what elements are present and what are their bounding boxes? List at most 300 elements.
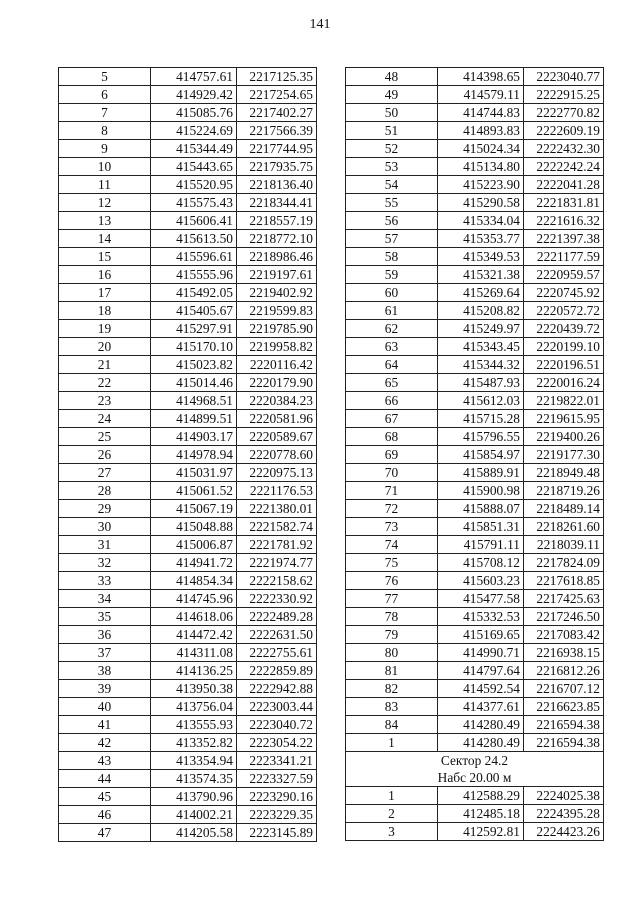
coordinate-y: 2220959.57 [524, 266, 604, 284]
coordinate-x: 413555.93 [151, 716, 237, 734]
table-row [59, 212, 317, 230]
table-row [346, 464, 604, 482]
point-number: 72 [346, 500, 438, 518]
coordinate-x: 415223.90 [438, 176, 524, 194]
table-row [346, 230, 604, 248]
coordinate-x: 415170.10 [151, 338, 237, 356]
coordinate-y: 2222915.25 [524, 86, 604, 104]
coordinate-x: 415487.93 [438, 374, 524, 392]
coordinate-y: 2218136.40 [237, 176, 317, 194]
table-row [59, 464, 317, 482]
table-row [59, 608, 317, 626]
coordinate-y: 2218344.41 [237, 194, 317, 212]
coordinate-x: 415791.11 [438, 536, 524, 554]
coordinate-x: 415596.61 [151, 248, 237, 266]
point-number: 40 [59, 698, 151, 716]
coordinate-x: 415344.49 [151, 140, 237, 158]
table-row [346, 572, 604, 590]
coordinate-y: 2222770.82 [524, 104, 604, 122]
point-number: 43 [59, 752, 151, 770]
coordinate-y: 2224395.28 [524, 805, 604, 823]
point-number: 71 [346, 482, 438, 500]
coordinate-y: 2221974.77 [237, 554, 317, 572]
table-row [346, 338, 604, 356]
coordinate-x: 414377.61 [438, 698, 524, 716]
table-row [346, 212, 604, 230]
coordinate-y: 2222432.30 [524, 140, 604, 158]
point-number: 84 [346, 716, 438, 734]
point-number: 21 [59, 356, 151, 374]
sector-height-row [346, 769, 604, 787]
coordinate-x: 415796.55 [438, 428, 524, 446]
coordinate-x: 414280.49 [438, 716, 524, 734]
table-row [59, 140, 317, 158]
coordinate-y: 2218039.11 [524, 536, 604, 554]
table-row [59, 338, 317, 356]
table-row [59, 806, 317, 824]
point-number: 32 [59, 554, 151, 572]
point-number: 25 [59, 428, 151, 446]
table-row [346, 410, 604, 428]
coordinate-x: 414579.11 [438, 86, 524, 104]
coordinate-x: 415321.38 [438, 266, 524, 284]
point-number: 33 [59, 572, 151, 590]
coordinate-x: 415048.88 [151, 518, 237, 536]
point-number: 11 [59, 176, 151, 194]
point-number: 78 [346, 608, 438, 626]
point-number: 10 [59, 158, 151, 176]
coordinate-x: 415613.50 [151, 230, 237, 248]
table-row [59, 284, 317, 302]
table-row [59, 446, 317, 464]
point-number: 54 [346, 176, 438, 194]
coordinate-x: 415851.31 [438, 518, 524, 536]
point-number: 3 [346, 823, 438, 841]
coordinate-y: 2218489.14 [524, 500, 604, 518]
point-number: 65 [346, 374, 438, 392]
table-row [59, 176, 317, 194]
table-row [346, 716, 604, 734]
point-number: 56 [346, 212, 438, 230]
table-row [59, 536, 317, 554]
table-row [59, 770, 317, 788]
coordinate-y: 2219785.90 [237, 320, 317, 338]
coordinate-y: 2221397.38 [524, 230, 604, 248]
point-number: 47 [59, 824, 151, 842]
table-row [59, 824, 317, 842]
coordinate-x: 415349.53 [438, 248, 524, 266]
table-row [59, 500, 317, 518]
table-row [59, 248, 317, 266]
coordinate-x: 414472.42 [151, 626, 237, 644]
point-number: 5 [59, 68, 151, 86]
table-row [59, 734, 317, 752]
table-row [59, 716, 317, 734]
coordinate-y: 2222942.88 [237, 680, 317, 698]
table-row [59, 590, 317, 608]
coordinate-y: 2221781.92 [237, 536, 317, 554]
coordinate-x: 415443.65 [151, 158, 237, 176]
coordinate-y: 2216594.38 [524, 716, 604, 734]
coordinate-x: 415024.34 [438, 140, 524, 158]
coordinate-y: 2216938.15 [524, 644, 604, 662]
table-row [59, 626, 317, 644]
table-row [59, 68, 317, 86]
point-number: 24 [59, 410, 151, 428]
coordinate-x: 415334.04 [438, 212, 524, 230]
coordinate-y: 2217566.39 [237, 122, 317, 140]
coordinate-y: 2223040.72 [237, 716, 317, 734]
coordinate-y: 2223327.59 [237, 770, 317, 788]
coordinate-y: 2218772.10 [237, 230, 317, 248]
table-row [59, 374, 317, 392]
coordinate-x: 413352.82 [151, 734, 237, 752]
table-row [59, 572, 317, 590]
coordinate-y: 2224025.38 [524, 787, 604, 805]
table-row [59, 392, 317, 410]
point-number: 73 [346, 518, 438, 536]
coordinate-y: 2220016.24 [524, 374, 604, 392]
point-number: 46 [59, 806, 151, 824]
point-number: 67 [346, 410, 438, 428]
point-number: 45 [59, 788, 151, 806]
point-number: 53 [346, 158, 438, 176]
table-row [346, 392, 604, 410]
table-row [59, 104, 317, 122]
table-row [346, 680, 604, 698]
coordinate-y: 2220179.90 [237, 374, 317, 392]
table-row [59, 158, 317, 176]
table-row [346, 104, 604, 122]
coordinate-x: 415477.58 [438, 590, 524, 608]
table-row [59, 194, 317, 212]
coordinate-x: 415224.69 [151, 122, 237, 140]
coordinate-y: 2217744.95 [237, 140, 317, 158]
point-number: 1 [346, 734, 438, 752]
coordinate-x: 414205.58 [151, 824, 237, 842]
table-row [59, 266, 317, 284]
coordinate-x: 412588.29 [438, 787, 524, 805]
point-number: 26 [59, 446, 151, 464]
point-number: 77 [346, 590, 438, 608]
coordinate-x: 415208.82 [438, 302, 524, 320]
coordinate-y: 2222609.19 [524, 122, 604, 140]
coordinate-y: 2222631.50 [237, 626, 317, 644]
coordinate-x: 414899.51 [151, 410, 237, 428]
coordinate-y: 2223040.77 [524, 68, 604, 86]
coordinate-x: 415900.98 [438, 482, 524, 500]
point-number: 17 [59, 284, 151, 302]
point-number: 61 [346, 302, 438, 320]
table-row [346, 266, 604, 284]
table-row [346, 248, 604, 266]
point-number: 62 [346, 320, 438, 338]
table-row [346, 554, 604, 572]
point-number: 15 [59, 248, 151, 266]
coordinate-x: 414929.42 [151, 86, 237, 104]
table-row [346, 823, 604, 841]
point-number: 23 [59, 392, 151, 410]
point-number: 14 [59, 230, 151, 248]
table-row [59, 302, 317, 320]
coordinate-x: 414002.21 [151, 806, 237, 824]
point-number: 60 [346, 284, 438, 302]
table-row [346, 734, 604, 752]
coordinate-y: 2221380.01 [237, 500, 317, 518]
point-number: 50 [346, 104, 438, 122]
point-number: 20 [59, 338, 151, 356]
coordinate-x: 415031.97 [151, 464, 237, 482]
table-row [346, 787, 604, 805]
point-number: 42 [59, 734, 151, 752]
coordinate-y: 2221177.59 [524, 248, 604, 266]
coordinate-x: 414618.06 [151, 608, 237, 626]
point-number: 44 [59, 770, 151, 788]
coordinate-x: 415249.97 [438, 320, 524, 338]
point-number: 30 [59, 518, 151, 536]
coordinate-x: 414990.71 [438, 644, 524, 662]
coordinate-y: 2216812.26 [524, 662, 604, 680]
point-number: 64 [346, 356, 438, 374]
coordinate-y: 2220581.96 [237, 410, 317, 428]
coordinate-y: 2223145.89 [237, 824, 317, 842]
point-number: 38 [59, 662, 151, 680]
table-row [346, 284, 604, 302]
coordinate-x: 415269.64 [438, 284, 524, 302]
point-number: 75 [346, 554, 438, 572]
point-number: 82 [346, 680, 438, 698]
coordinate-x: 415006.87 [151, 536, 237, 554]
coordinate-x: 414311.08 [151, 644, 237, 662]
table-row [346, 446, 604, 464]
coordinate-x: 414854.34 [151, 572, 237, 590]
table-row [59, 644, 317, 662]
table-row [346, 590, 604, 608]
point-number: 9 [59, 140, 151, 158]
coordinate-y: 2222859.89 [237, 662, 317, 680]
table-row [346, 176, 604, 194]
coordinate-y: 2220196.51 [524, 356, 604, 374]
coordinate-x: 415492.05 [151, 284, 237, 302]
point-number: 6 [59, 86, 151, 104]
coordinate-x: 415555.96 [151, 266, 237, 284]
point-number: 80 [346, 644, 438, 662]
point-number: 37 [59, 644, 151, 662]
coordinate-x: 415085.76 [151, 104, 237, 122]
point-number: 29 [59, 500, 151, 518]
table-row [346, 500, 604, 518]
coordinate-y: 2220439.72 [524, 320, 604, 338]
table-row [346, 608, 604, 626]
coordinate-y: 2217254.65 [237, 86, 317, 104]
coordinate-y: 2224423.26 [524, 823, 604, 841]
coordinate-y: 2221582.74 [237, 518, 317, 536]
coordinate-y: 2218949.48 [524, 464, 604, 482]
coordinate-x: 415603.23 [438, 572, 524, 590]
coordinate-y: 2220384.23 [237, 392, 317, 410]
coordinate-x: 415169.65 [438, 626, 524, 644]
coordinate-y: 2219958.82 [237, 338, 317, 356]
table-row [346, 805, 604, 823]
coordinate-x: 414398.65 [438, 68, 524, 86]
point-number: 18 [59, 302, 151, 320]
coordinate-y: 2223003.44 [237, 698, 317, 716]
coordinate-y: 2219177.30 [524, 446, 604, 464]
coordinate-y: 2222330.92 [237, 590, 317, 608]
point-number: 70 [346, 464, 438, 482]
coordinate-y: 2219615.95 [524, 410, 604, 428]
coordinate-x: 415888.07 [438, 500, 524, 518]
point-number: 39 [59, 680, 151, 698]
point-number: 68 [346, 428, 438, 446]
point-number: 52 [346, 140, 438, 158]
point-number: 8 [59, 122, 151, 140]
coordinate-y: 2218719.26 [524, 482, 604, 500]
coordinate-y: 2219599.83 [237, 302, 317, 320]
coordinate-y: 2217083.42 [524, 626, 604, 644]
point-number: 7 [59, 104, 151, 122]
coordinate-y: 2216594.38 [524, 734, 604, 752]
table-row [346, 86, 604, 104]
point-number: 16 [59, 266, 151, 284]
coordinate-x: 413950.38 [151, 680, 237, 698]
coordinate-x: 414744.83 [438, 104, 524, 122]
table-row [346, 374, 604, 392]
coordinate-x: 415134.80 [438, 158, 524, 176]
table-row [346, 698, 604, 716]
point-number: 22 [59, 374, 151, 392]
table-row [346, 122, 604, 140]
point-number: 74 [346, 536, 438, 554]
coordinate-y: 2216707.12 [524, 680, 604, 698]
point-number: 58 [346, 248, 438, 266]
point-number: 55 [346, 194, 438, 212]
sector-title-row [346, 752, 604, 770]
coordinate-y: 2223229.35 [237, 806, 317, 824]
table-row [346, 68, 604, 86]
coordinate-x: 415290.58 [438, 194, 524, 212]
table-row [59, 356, 317, 374]
coordinate-x: 413574.35 [151, 770, 237, 788]
table-row [346, 302, 604, 320]
table-row [59, 662, 317, 680]
coordinate-y: 2220589.67 [237, 428, 317, 446]
coordinate-y: 2217125.35 [237, 68, 317, 86]
point-number: 69 [346, 446, 438, 464]
point-number: 51 [346, 122, 438, 140]
point-number: 63 [346, 338, 438, 356]
point-number: 2 [346, 805, 438, 823]
point-number: 19 [59, 320, 151, 338]
table-row [59, 230, 317, 248]
coordinate-x: 412485.18 [438, 805, 524, 823]
coordinate-y: 2220116.42 [237, 356, 317, 374]
coordinates-table-right [345, 67, 604, 841]
sector-title: Сектор 24.2 [346, 752, 604, 770]
coordinate-y: 2221616.32 [524, 212, 604, 230]
point-number: 31 [59, 536, 151, 554]
table-row [346, 158, 604, 176]
point-number: 27 [59, 464, 151, 482]
coordinate-x: 414968.51 [151, 392, 237, 410]
coordinate-x: 414757.61 [151, 68, 237, 86]
point-number: 79 [346, 626, 438, 644]
coordinate-x: 414136.25 [151, 662, 237, 680]
coordinate-y: 2217246.50 [524, 608, 604, 626]
table-row [59, 788, 317, 806]
coordinate-x: 415344.32 [438, 356, 524, 374]
table-row [346, 194, 604, 212]
table-row [346, 662, 604, 680]
coordinate-y: 2219402.92 [237, 284, 317, 302]
table-row [346, 428, 604, 446]
coordinate-y: 2218557.19 [237, 212, 317, 230]
coordinate-y: 2223054.22 [237, 734, 317, 752]
coordinate-x: 414893.83 [438, 122, 524, 140]
coordinate-x: 415854.97 [438, 446, 524, 464]
coordinate-y: 2222489.28 [237, 608, 317, 626]
table-row [59, 428, 317, 446]
table-row [59, 482, 317, 500]
coordinate-x: 414280.49 [438, 734, 524, 752]
coordinate-x: 415708.12 [438, 554, 524, 572]
coordinate-x: 414745.96 [151, 590, 237, 608]
point-number: 13 [59, 212, 151, 230]
table-row [346, 356, 604, 374]
coordinate-y: 2221831.81 [524, 194, 604, 212]
table-row [59, 518, 317, 536]
point-number: 12 [59, 194, 151, 212]
coordinate-x: 413790.96 [151, 788, 237, 806]
coordinate-y: 2216623.85 [524, 698, 604, 716]
table-row [346, 140, 604, 158]
coordinate-y: 2222242.24 [524, 158, 604, 176]
coordinate-y: 2220745.92 [524, 284, 604, 302]
coordinate-x: 415067.19 [151, 500, 237, 518]
point-number: 57 [346, 230, 438, 248]
coordinate-y: 2220199.10 [524, 338, 604, 356]
table-row [59, 680, 317, 698]
point-number: 34 [59, 590, 151, 608]
point-number: 81 [346, 662, 438, 680]
coordinate-y: 2219822.01 [524, 392, 604, 410]
point-number: 36 [59, 626, 151, 644]
point-number: 35 [59, 608, 151, 626]
point-number: 49 [346, 86, 438, 104]
point-number: 41 [59, 716, 151, 734]
coordinate-y: 2218986.46 [237, 248, 317, 266]
coordinate-x: 415297.91 [151, 320, 237, 338]
coordinate-x: 415889.91 [438, 464, 524, 482]
table-row [346, 320, 604, 338]
coordinate-x: 414978.94 [151, 446, 237, 464]
coordinate-y: 2217824.09 [524, 554, 604, 572]
coordinate-x: 412592.81 [438, 823, 524, 841]
coordinate-x: 415061.52 [151, 482, 237, 500]
coordinate-y: 2220778.60 [237, 446, 317, 464]
table-row [59, 122, 317, 140]
coordinate-x: 414941.72 [151, 554, 237, 572]
coordinate-x: 415023.82 [151, 356, 237, 374]
coordinate-y: 2219400.26 [524, 428, 604, 446]
point-number: 28 [59, 482, 151, 500]
table-row [346, 536, 604, 554]
coordinate-y: 2219197.61 [237, 266, 317, 284]
coordinate-y: 2221176.53 [237, 482, 317, 500]
coordinate-y: 2223341.21 [237, 752, 317, 770]
table-row [59, 86, 317, 104]
point-number: 66 [346, 392, 438, 410]
